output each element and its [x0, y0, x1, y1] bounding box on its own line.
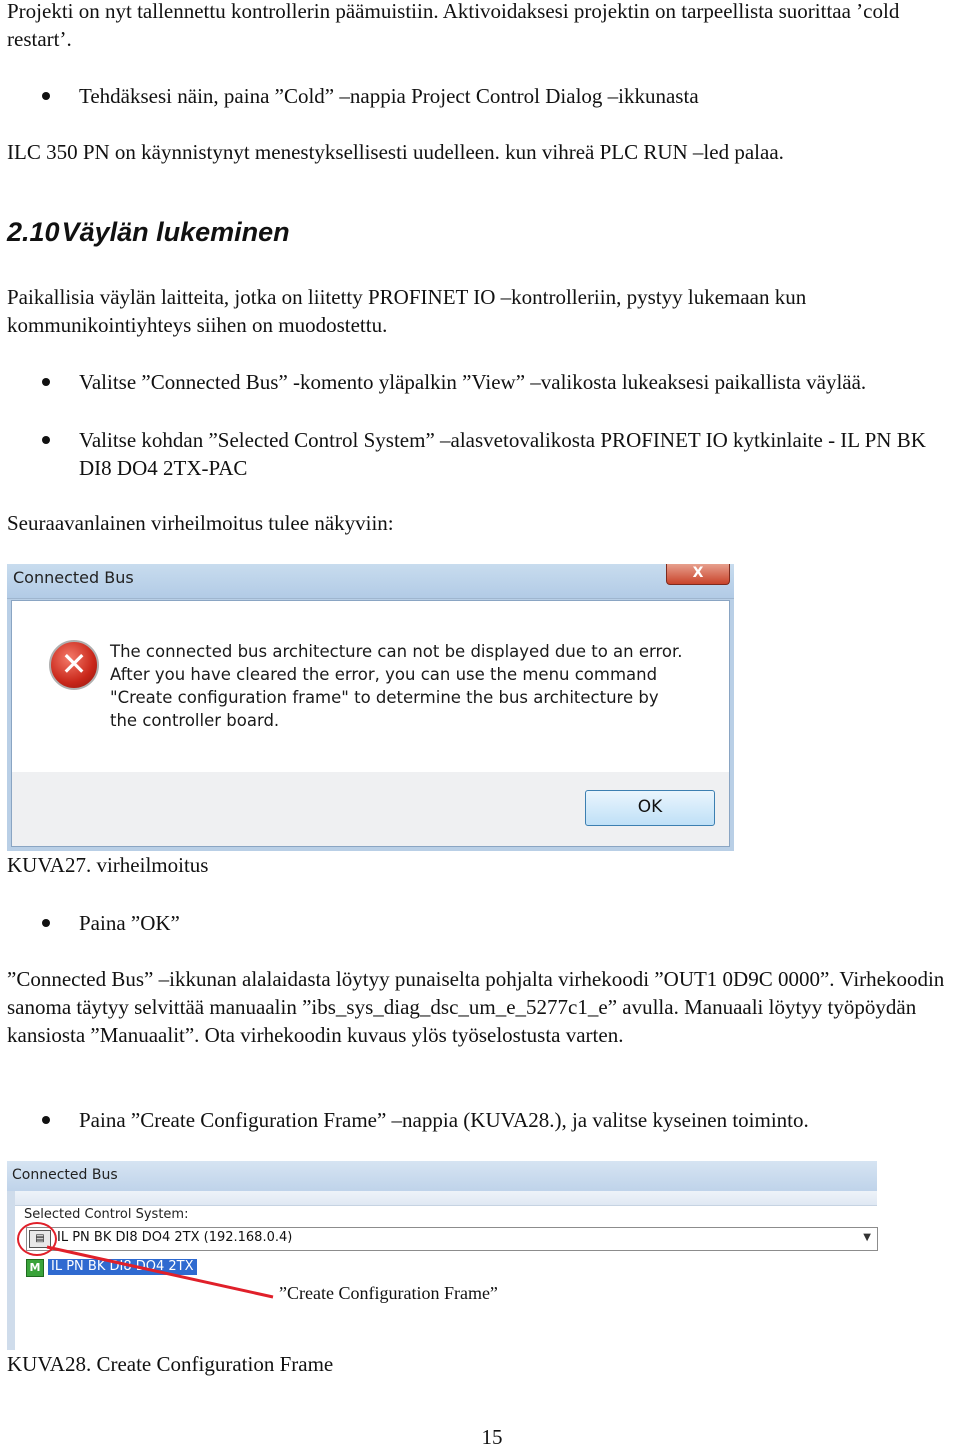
- bullet-text: Valitse kohdan ”Selected Control System” –alasvetovalikosta PROFINET IO kytkinlaite - IL PN BK DI8 DO4 2TX-PAC: [79, 428, 926, 480]
- chevron-down-icon[interactable]: ▼: [863, 1232, 871, 1243]
- bullet-dot: [42, 92, 50, 100]
- error-code-paragraph: ”Connected Bus” –ikkunan alalaidasta löytyy punaiselta pohjalta virhekoodi ”OUT1 0D9C 0000”. Virhekoodin sanoma täytyy selvittää manuaalin ”ibs_sys_diag_dsc_um_e_5277c1_e” avulla. Manuaali löytyy työpöydän kansiosta ”Manuaalit”. Ota virhekoodin kuvaus ylös työselostusta varten.: [7, 967, 945, 1047]
- annotation-arrow: [7, 1161, 877, 1350]
- bullet-dot: [42, 436, 50, 444]
- section-title: Väylän lukeminen: [61, 217, 290, 247]
- bus-read-paragraph: Paikallisia väylän laitteita, jotka on liitetty PROFINET IO –kontrolleriin, pystyy lukemaan kun kommunikointiyhteys siihen on muodostettu.: [7, 285, 807, 337]
- tree-item-label: IL PN BK DI8 DO4 2TX: [48, 1259, 197, 1275]
- section-number: 2.10: [7, 217, 60, 247]
- combo-value: IL PN BK DI8 DO4 2TX (192.168.0.4): [57, 1230, 293, 1245]
- page-number: 15: [481, 1425, 503, 1449]
- arrow-line: [47, 1247, 273, 1297]
- connected-bus-screenshot: [7, 1161, 877, 1350]
- ok-button[interactable]: OK: [585, 790, 715, 826]
- bullet-dot: [42, 378, 50, 386]
- selected-control-label: Selected Control System:: [24, 1207, 189, 1222]
- window-title: Connected Bus: [12, 1167, 118, 1183]
- bullet-text: Paina ”Create Configuration Frame” –nappia (KUVA28.), ja valitse kyseinen toiminto.: [79, 1108, 809, 1132]
- intro-paragraph: Projekti on nyt tallennettu kontrollerin päämuistiin. Aktivoidaksesi projektin on tarpeellista suorittaa ’cold restart’.: [7, 0, 900, 51]
- caption-kuva27: KUVA27. virheilmoitus: [7, 853, 209, 877]
- bullet-text: Valitse ”Connected Bus” -komento yläpalkin ”View” –valikosta lukeaksesi paikallista väylää.: [79, 370, 867, 394]
- create-configuration-frame-icon[interactable]: ▤: [29, 1230, 51, 1248]
- bullet-text: Paina ”OK”: [79, 911, 180, 935]
- bullet-text: Tehdäksesi näin, paina ”Cold” –nappia Project Control Dialog –ikkunasta: [79, 84, 699, 108]
- error-appears-paragraph: Seuraavanlainen virheilmoitus tulee näkyviin:: [7, 511, 394, 535]
- module-icon: M: [26, 1259, 44, 1277]
- restart-paragraph: ILC 350 PN on käynnistynyt menestyksellisesti uudelleen. kun vihreä PLC RUN –led palaa.: [7, 140, 784, 164]
- error-dialog-screenshot: [7, 564, 734, 851]
- error-icon: ✕: [49, 640, 99, 690]
- close-button[interactable]: X: [666, 564, 730, 585]
- section-heading: [7, 215, 290, 249]
- dialog-titlebar: [7, 564, 734, 599]
- dialog-title: Connected Bus: [13, 568, 134, 587]
- callout-label: ”Create Configuration Frame”: [279, 1283, 498, 1303]
- caption-kuva28: KUVA28. Create Configuration Frame: [7, 1352, 334, 1376]
- dialog-message: The connected bus architecture can not be displayed due to an error. After you have cleared the error, you can use the menu command "Create configuration frame" to determine the bus architecture by the controller board.: [110, 642, 683, 730]
- bullet-dot: [42, 919, 50, 927]
- bullet-dot: [42, 1116, 50, 1124]
